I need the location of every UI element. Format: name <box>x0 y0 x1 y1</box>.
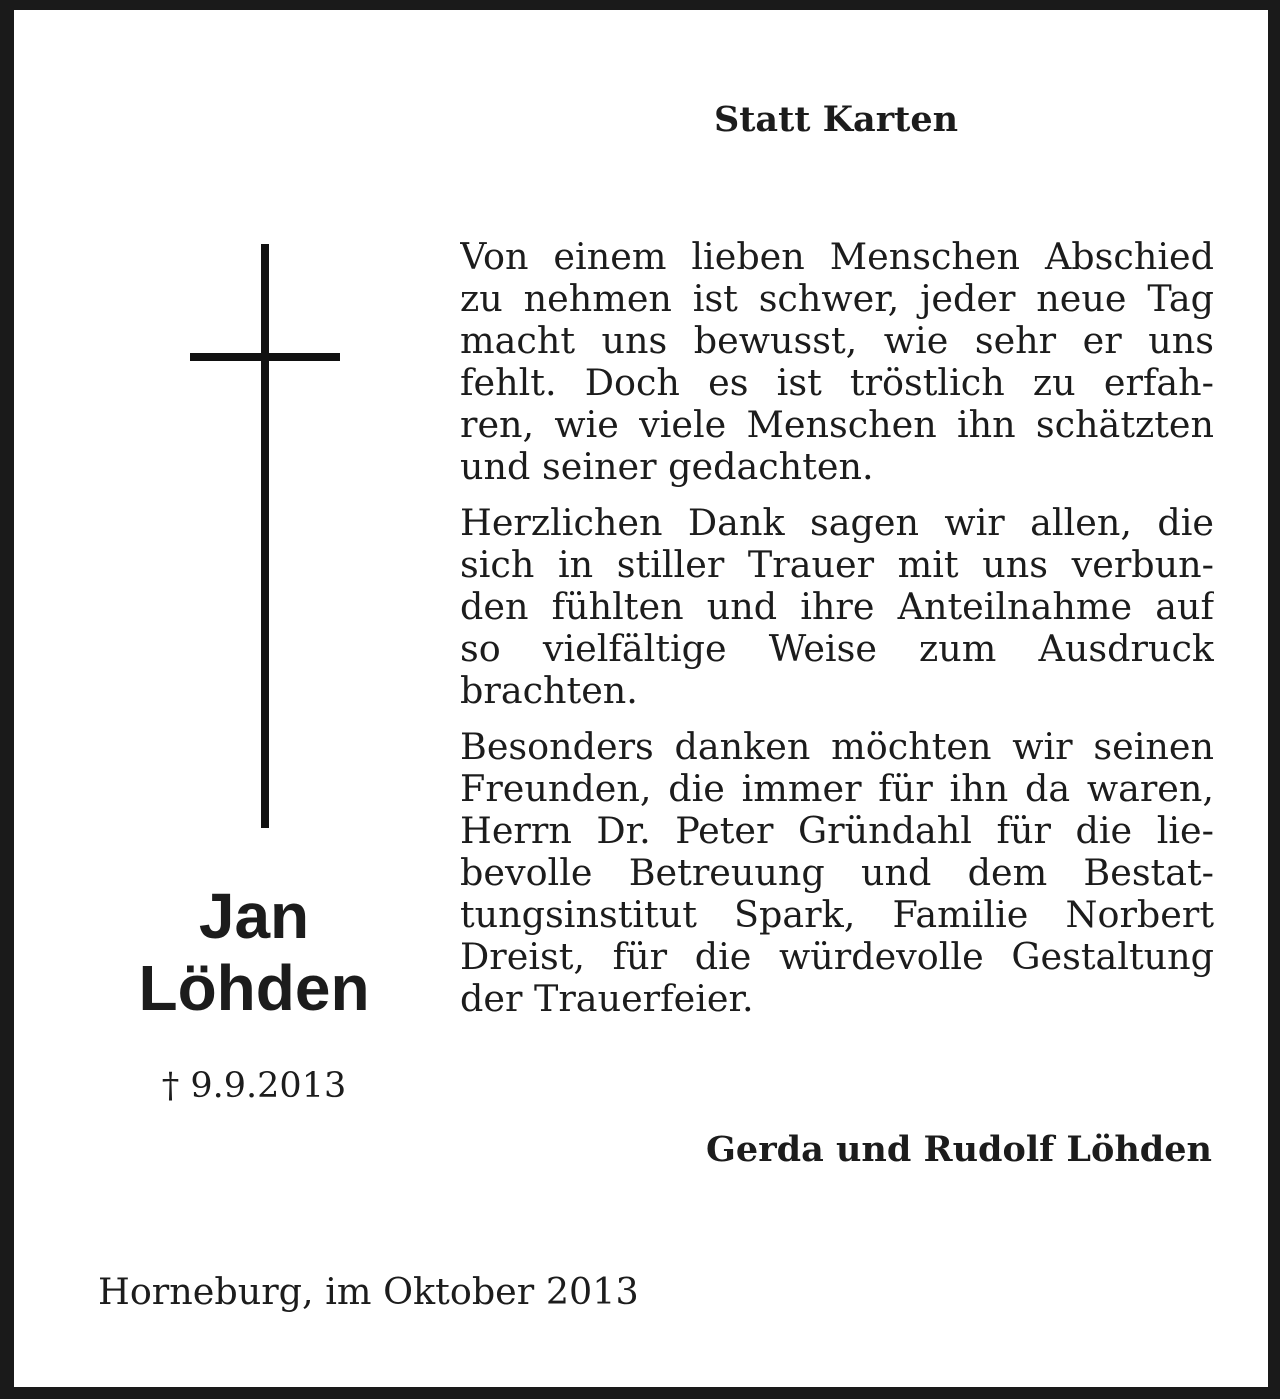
notice-heading: Statt Karten <box>713 99 959 140</box>
paragraph-2 <box>460 502 1214 712</box>
text-line: tungsinstitut Spark, Familie Norbert <box>460 894 1214 936</box>
text-line: ren, wie viele Menschen ihn schätzten <box>460 404 1214 446</box>
signature: Gerda und Rudolf Löhden <box>706 1129 1212 1170</box>
cross-vertical-bar <box>261 244 269 828</box>
text-line: sich in stiller Trauer mit uns verbun- <box>460 544 1214 586</box>
deceased-first-name: Jan <box>198 880 310 952</box>
deceased-name <box>104 880 404 1024</box>
paragraph-3 <box>460 726 1214 1020</box>
cross-horizontal-bar <box>190 353 340 361</box>
text-line: Freunden, die immer für ihn da waren, <box>460 768 1214 810</box>
deceased-last-name: Löhden <box>138 952 370 1024</box>
text-line: fehlt. Doch es ist tröstlich zu erfah- <box>460 362 1214 404</box>
text-line: brachten. <box>460 670 638 712</box>
text-line: Besonders danken möchten wir seinen <box>460 726 1214 768</box>
text-line: Herzlichen Dank sagen wir allen, die <box>460 502 1214 544</box>
death-date: † 9.9.2013 <box>161 1066 347 1106</box>
cross-icon <box>190 244 340 828</box>
text-line: Dreist, für die würdevolle Gestaltung <box>460 936 1214 978</box>
text-line: macht uns bewusst, wie sehr er uns <box>460 320 1214 362</box>
text-line: der Trauerfeier. <box>460 978 754 1020</box>
text-line: den fühlten und ihre Anteilnahme auf <box>460 586 1214 628</box>
text-line: Von einem lieben Menschen Abschied <box>460 236 1214 278</box>
text-line: Herrn Dr. Peter Gründahl für die lie- <box>460 810 1214 852</box>
text-line: zu nehmen ist schwer, jeder neue Tag <box>460 278 1214 320</box>
paragraph-1 <box>460 236 1214 488</box>
text-line: und seiner gedachten. <box>460 446 874 488</box>
place-date: Horneburg, im Oktober 2013 <box>98 1270 639 1313</box>
text-line: bevolle Betreuung und dem Bestat- <box>460 852 1214 894</box>
notice-body <box>460 236 1214 1034</box>
text-line: so vielfältige Weise zum Ausdruck <box>460 628 1214 670</box>
